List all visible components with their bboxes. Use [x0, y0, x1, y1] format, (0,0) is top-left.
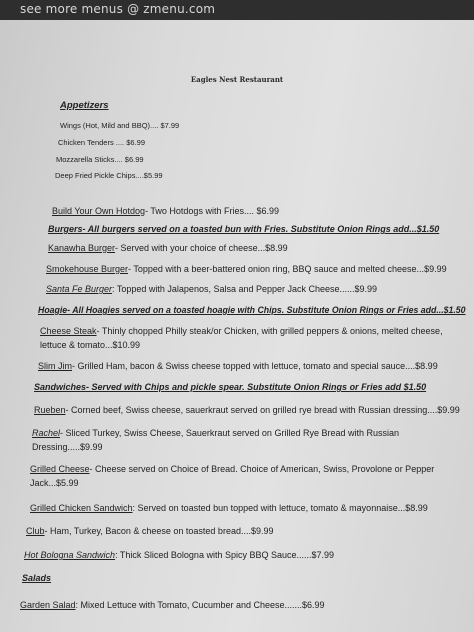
appetizer-item: Wings (Hot, Mild and BBQ).... $7.99	[60, 121, 180, 130]
item-desc: : Mixed Lettuce with Tomato, Cucumber and Cheese.......$6.99	[75, 600, 325, 610]
item-name: Santa Fe Burger	[46, 284, 113, 294]
item-name: Rueben	[34, 405, 66, 415]
item-name: Garden Salad	[20, 600, 76, 610]
item-desc: - Grilled Ham, bacon & Swiss cheese topped with lettuce, tomato and special sauce....$8.99	[72, 361, 438, 371]
menu-item	[38, 361, 438, 371]
item-desc: - Corned beef, Swiss cheese, sauerkraut served on grilled rye bread with Russian dressing....$9.99	[65, 405, 460, 415]
appetizers-heading: Appetizers	[60, 100, 109, 111]
menu-item	[46, 284, 377, 294]
item-name: Grilled Chicken Sandwich	[30, 503, 133, 513]
appetizer-item: Mozzarella Sticks.... $6.99	[56, 155, 144, 164]
watermark-bar	[0, 0, 474, 20]
watermark-text: see more menus @ zmenu.com	[20, 2, 216, 16]
item-desc: : Topped with Jalapenos, Salsa and Pepper Jack Cheese......$9.99	[112, 284, 378, 294]
item-name: Smokehouse Burger	[46, 264, 129, 274]
appetizer-item: Deep Fried Pickle Chips....$5.99	[55, 171, 163, 180]
item-name: Slim Jim	[38, 361, 72, 371]
item-desc: - Thinly chopped Philly steak/or Chicken, with grilled peppers & onions, melted cheese,	[96, 326, 443, 336]
item-desc-cont: Jack...$5.99	[30, 478, 79, 488]
item-name: Grilled Cheese	[30, 464, 90, 474]
item-name: Hot Bologna Sandwich	[24, 550, 116, 560]
menu-item	[32, 428, 399, 438]
hoagies-heading: Hoagie- All Hoagies served on a toasted hoagie with Chips. Substitute Onion Rings or Fries add...$1.50	[38, 305, 466, 315]
sandwiches-heading: Sandwiches- Served with Chips and pickle spear. Substitute Onion Rings or Fries add $1.50	[34, 382, 427, 392]
appetizer-item: Chicken Tenders .... $6.99	[58, 138, 145, 147]
item-desc: - Sliced Turkey, Swiss Cheese, Sauerkraut served on Grilled Rye Bread with Russian	[60, 428, 399, 438]
item-desc: : Served on toasted bun topped with lettuce, tomato & mayonnaise...$8.99	[132, 503, 428, 513]
menu-item-hotdog	[52, 206, 279, 216]
restaurant-title: Eagles Nest Restaurant	[190, 75, 284, 84]
item-desc: : Thick Sliced Bologna with Spicy BBQ Sauce......$7.99	[115, 550, 335, 560]
item-name: Cheese Steak	[40, 326, 97, 336]
item-name: Kanawha Burger	[48, 243, 116, 253]
item-desc-cont: lettuce & tomato...$10.99	[40, 340, 141, 350]
item-name: Rachel	[32, 428, 61, 438]
item-desc: - Ham, Turkey, Bacon & cheese on toasted bread....$9.99	[44, 526, 274, 536]
menu-item	[26, 526, 273, 536]
menu-item	[30, 503, 428, 513]
menu-item	[48, 243, 288, 253]
menu-item	[20, 600, 325, 610]
item-desc-cont: Dressing.....$9.99	[32, 442, 103, 452]
burgers-heading: Burgers- All burgers served on a toasted bun with Fries. Substitute Onion Rings add...$1.50	[48, 224, 440, 234]
menu-item	[24, 550, 334, 560]
menu-item	[34, 405, 460, 415]
salads-heading: Salads	[22, 573, 52, 583]
menu-item	[30, 464, 434, 474]
item-desc: - Topped with a beer-battered onion ring, BBQ sauce and melted cheese...$9.99	[128, 264, 447, 274]
item-desc: - Two Hotdogs with Fries.... $6.99	[145, 206, 279, 216]
menu-item	[40, 326, 443, 336]
item-desc: - Cheese served on Choice of Bread. Choice of American, Swiss, Provolone or Pepper	[89, 464, 435, 474]
item-desc: - Served with your choice of cheese...$8.99	[115, 243, 288, 253]
item-name: Build Your Own Hotdog	[52, 206, 146, 216]
item-name: Club	[26, 526, 45, 536]
menu-item	[46, 264, 447, 274]
